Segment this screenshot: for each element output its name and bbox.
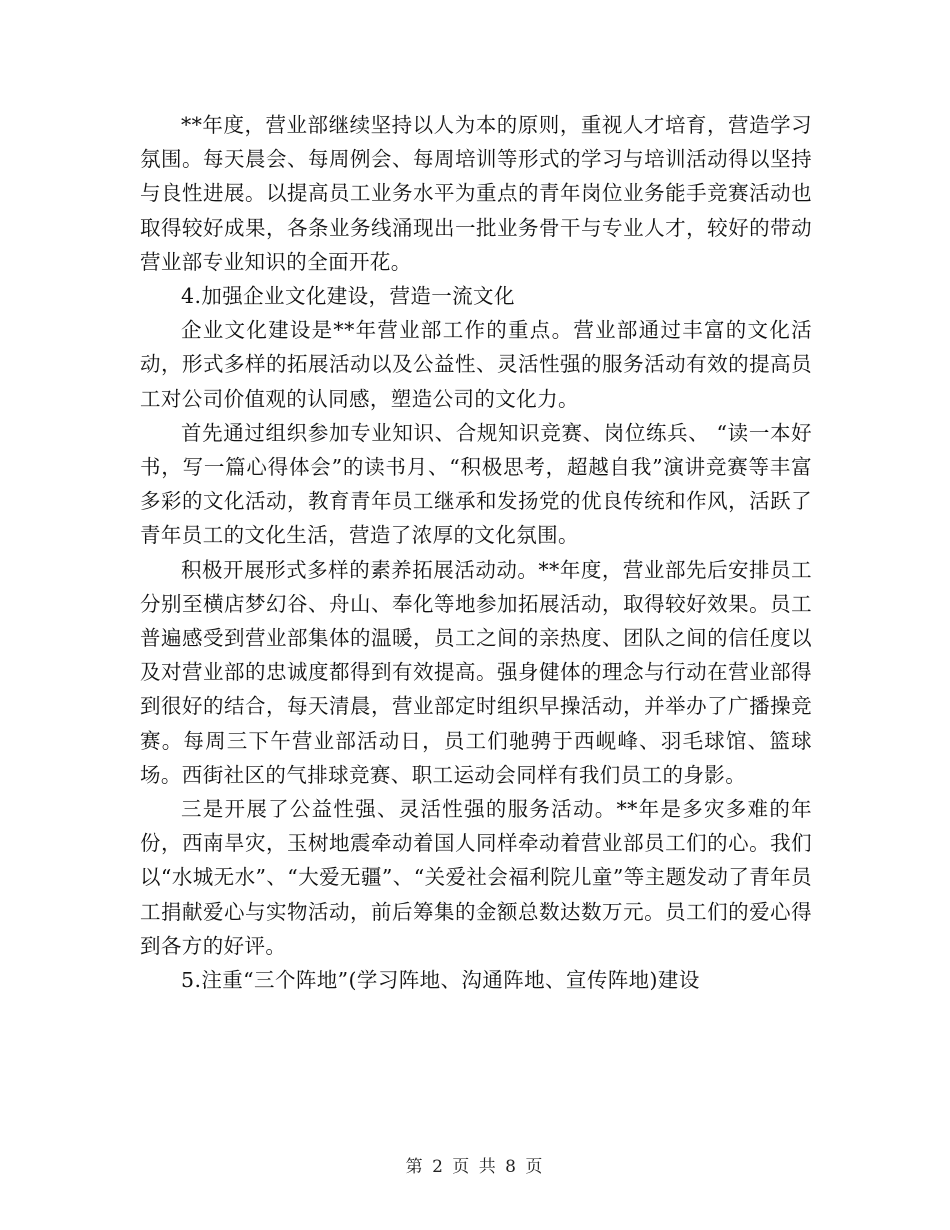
paragraph-culture-overview: 企业文化建设是**年营业部工作的重点。营业部通过丰富的文化活动，形式多样的拓展活动以及公益性、灵活性强的服务活动有效的提高员工对公司价值观的认同感，塑造公司的文化力。 — [140, 318, 812, 411]
document-body — [140, 108, 812, 997]
paragraph-talent-cultivation: **年度，营业部继续坚持以人为本的原则，重视人才培育，营造学习氛围。每天晨会、每周例会、每周培训等形式的学习与培训活动得以坚持与良性进展。以提高员工业务水平为重点的青年岗位业务能手竞赛活动也取得较好成果，各条业务线涌现出一批业务骨干与专业人才，较好的带动营业部专业知识的全面开花。 — [140, 113, 812, 274]
paragraph-public-service-activities: 三是开展了公益性强、灵活性强的服务活动。**年是多灾多难的年份，西南旱灾，玉树地震牵动着国人同样牵动着营业部员工们的心。我们以“水城无水”、“大爱无疆”、“关爱社会福利院儿童”等主题发动了青年员工捐献爱心与实物活动，前后筹集的金额总数达数万元。员工们的爱心得到各方的好评。 — [140, 797, 812, 958]
paragraph-outward-bound-activities: 积极开展形式多样的素养拓展活动动。**年度，营业部先后安排员工分别至横店梦幻谷、舟山、奉化等地参加拓展活动，取得较好效果。员工普遍感受到营业部集体的温暖，员工之间的亲热度、团队之间的信任度以及对营业部的忠诚度都得到有效提高。强身健体的理念与行动在营业部得到很好的结合，每天清晨，营业部定时组织早操活动，并举办了广播操竞赛。每周三下午营业部活动日，员工们驰骋于西岘峰、羽毛球馆、篮球场。西街社区的气排球竞赛、职工运动会同样有我们员工的身影。 — [140, 557, 812, 787]
section-heading-three-fronts: 5.注重“三个阵地”(学习阵地、沟通阵地、宣传阵地)建设 — [181, 968, 700, 993]
page-number-footer: 第 2 页 共 8 页 — [405, 1157, 545, 1177]
section-heading-corporate-culture: 4.加强企业文化建设，营造一流文化 — [181, 284, 515, 309]
paragraph-cultural-activities: 首先通过组织参加专业知识、合规知识竞赛、岗位练兵、 “读一本好书，写一篇心得体会”的读书月、“积极思考，超越自我”演讲竞赛等丰富多彩的文化活动，教育青年员工继承和发扬党的优良传统和作风，活跃了青年员工的文化生活，营造了浓厚的文化氛围。 — [140, 420, 812, 548]
